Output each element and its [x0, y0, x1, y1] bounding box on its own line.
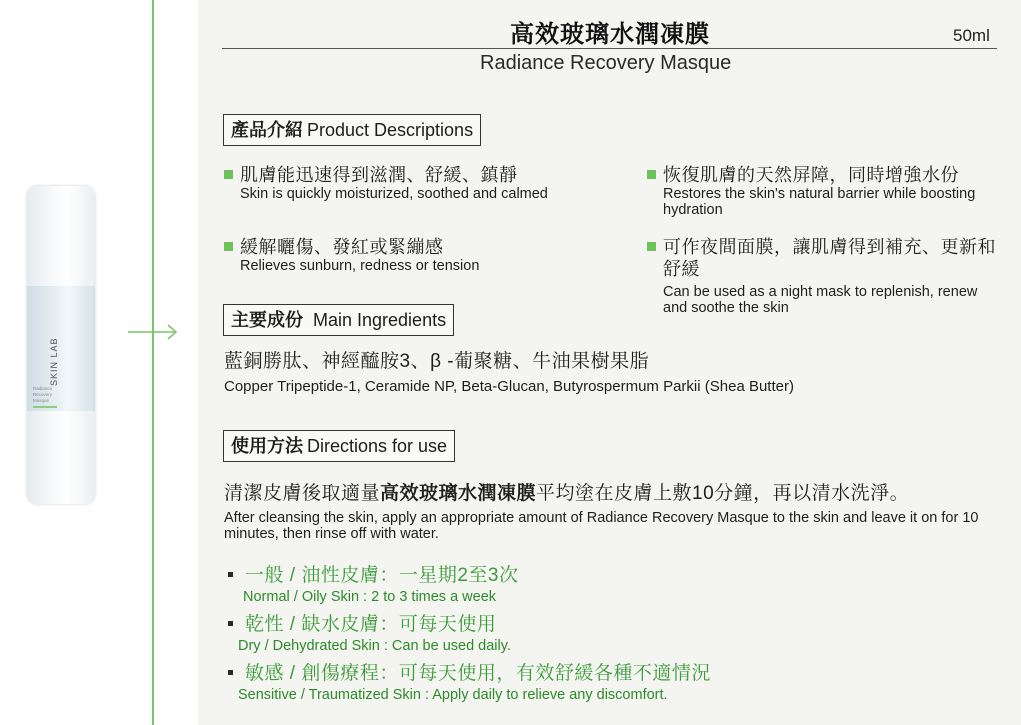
section-heading-ingredients: [223, 304, 454, 336]
product-title-zh: 高效玻璃水潤凍膜: [510, 21, 710, 48]
header-divider: [222, 48, 997, 49]
description-en: Restores the skin's natural barrier while boosting hydration: [663, 186, 976, 218]
description-item: [647, 164, 1002, 218]
directions-zh-part: 平均塗在皮膚上敷10分鐘，再以清水洗淨。: [536, 483, 910, 504]
product-volume: 50ml: [953, 26, 990, 45]
description-zh: 緩解曬傷、發紅或緊繃感: [240, 237, 444, 257]
frequency-en: Sensitive / Traumatized Skin : Apply daily to relieve any discomfort.: [238, 687, 668, 703]
description-zh: 肌膚能迅速得到滋潤、舒緩、鎮靜: [240, 165, 518, 185]
bullet-square-icon: [647, 242, 656, 251]
frequency-item: [228, 613, 998, 655]
frequency-item: [228, 662, 998, 704]
arrow-right-icon: [128, 324, 180, 340]
frequency-en: Normal / Oily Skin : 2 to 3 times a week: [243, 589, 497, 605]
green-divider-line: [152, 0, 154, 725]
bottle-brand-text: SKIN LAB: [49, 337, 59, 386]
description-item: [224, 236, 604, 274]
bottle-label-line: Recovery: [33, 392, 53, 397]
section-heading-en: Directions for use: [307, 436, 448, 456]
bullet-dot-icon: [228, 621, 233, 626]
bullet-square-icon: [224, 242, 233, 251]
description-en: Skin is quickly moisturized, soothed and calmed: [240, 186, 548, 202]
bottle-label-line: Radiance: [33, 386, 53, 391]
ingredients-block: [224, 350, 1004, 398]
description-en: Relieves sunburn, redness or tension: [240, 258, 480, 274]
description-zh: 可作夜間面膜，讓肌膚得到補充、更新和舒緩: [663, 237, 996, 279]
directions-zh: [224, 482, 1004, 506]
bottle-label-line: Masque: [33, 398, 50, 403]
section-heading-directions: [223, 430, 455, 462]
description-item: [647, 236, 1002, 316]
bullet-dot-icon: [228, 572, 233, 577]
directions-en: After cleansing the skin, apply an appropriate amount of Radiance Recovery Masque to the skin and leave it on for 10 minutes, then rinse off with water.: [224, 510, 979, 542]
section-heading-zh: 使用方法: [231, 436, 303, 456]
directions-product-name: 高效玻璃水潤凍膜: [380, 483, 537, 504]
directions-block: [224, 482, 1004, 542]
section-heading-en: Product Descriptions: [307, 120, 474, 140]
section-heading-zh: 主要成份: [231, 310, 303, 330]
frequency-zh: 敏感 / 創傷療程：可每天使用，有效舒緩各種不適情況: [245, 663, 711, 684]
description-zh: 恢復肌膚的天然屏障，同時增強水份: [663, 165, 959, 185]
frequency-zh: 乾性 / 缺水皮膚：可每天使用: [245, 614, 497, 635]
bullet-square-icon: [224, 170, 233, 179]
section-heading-descriptions: [223, 114, 481, 146]
bottle-label: [33, 386, 78, 410]
directions-zh-part: 清潔皮膚後取適量: [224, 483, 381, 504]
section-heading-zh: 產品介紹: [231, 120, 303, 140]
product-bottle-image: [27, 186, 95, 504]
product-title-en: Radiance Recovery Masque: [480, 52, 732, 74]
description-item: [224, 164, 604, 202]
description-en: Can be used as a night mask to replenish, renew and soothe the skin: [663, 284, 978, 316]
bullet-square-icon: [647, 170, 656, 179]
frequency-en: Dry / Dehydrated Skin : Can be used daily.: [238, 638, 511, 654]
section-heading-en: Main Ingredients: [313, 310, 447, 330]
bullet-dot-icon: [228, 670, 233, 675]
bottle-label-bar: [33, 406, 57, 408]
ingredients-zh: 藍銅勝肽、神經醯胺3、β -葡聚糖、牛油果樹果脂: [224, 351, 650, 372]
ingredients-en: Copper Tripeptide-1, Ceramide NP, Beta-Glucan, Butyrospermum Parkii (Shea Butter): [224, 378, 794, 395]
frequency-zh: 一般 / 油性皮膚：一星期2至3次: [245, 565, 519, 586]
frequency-item: [228, 564, 998, 606]
